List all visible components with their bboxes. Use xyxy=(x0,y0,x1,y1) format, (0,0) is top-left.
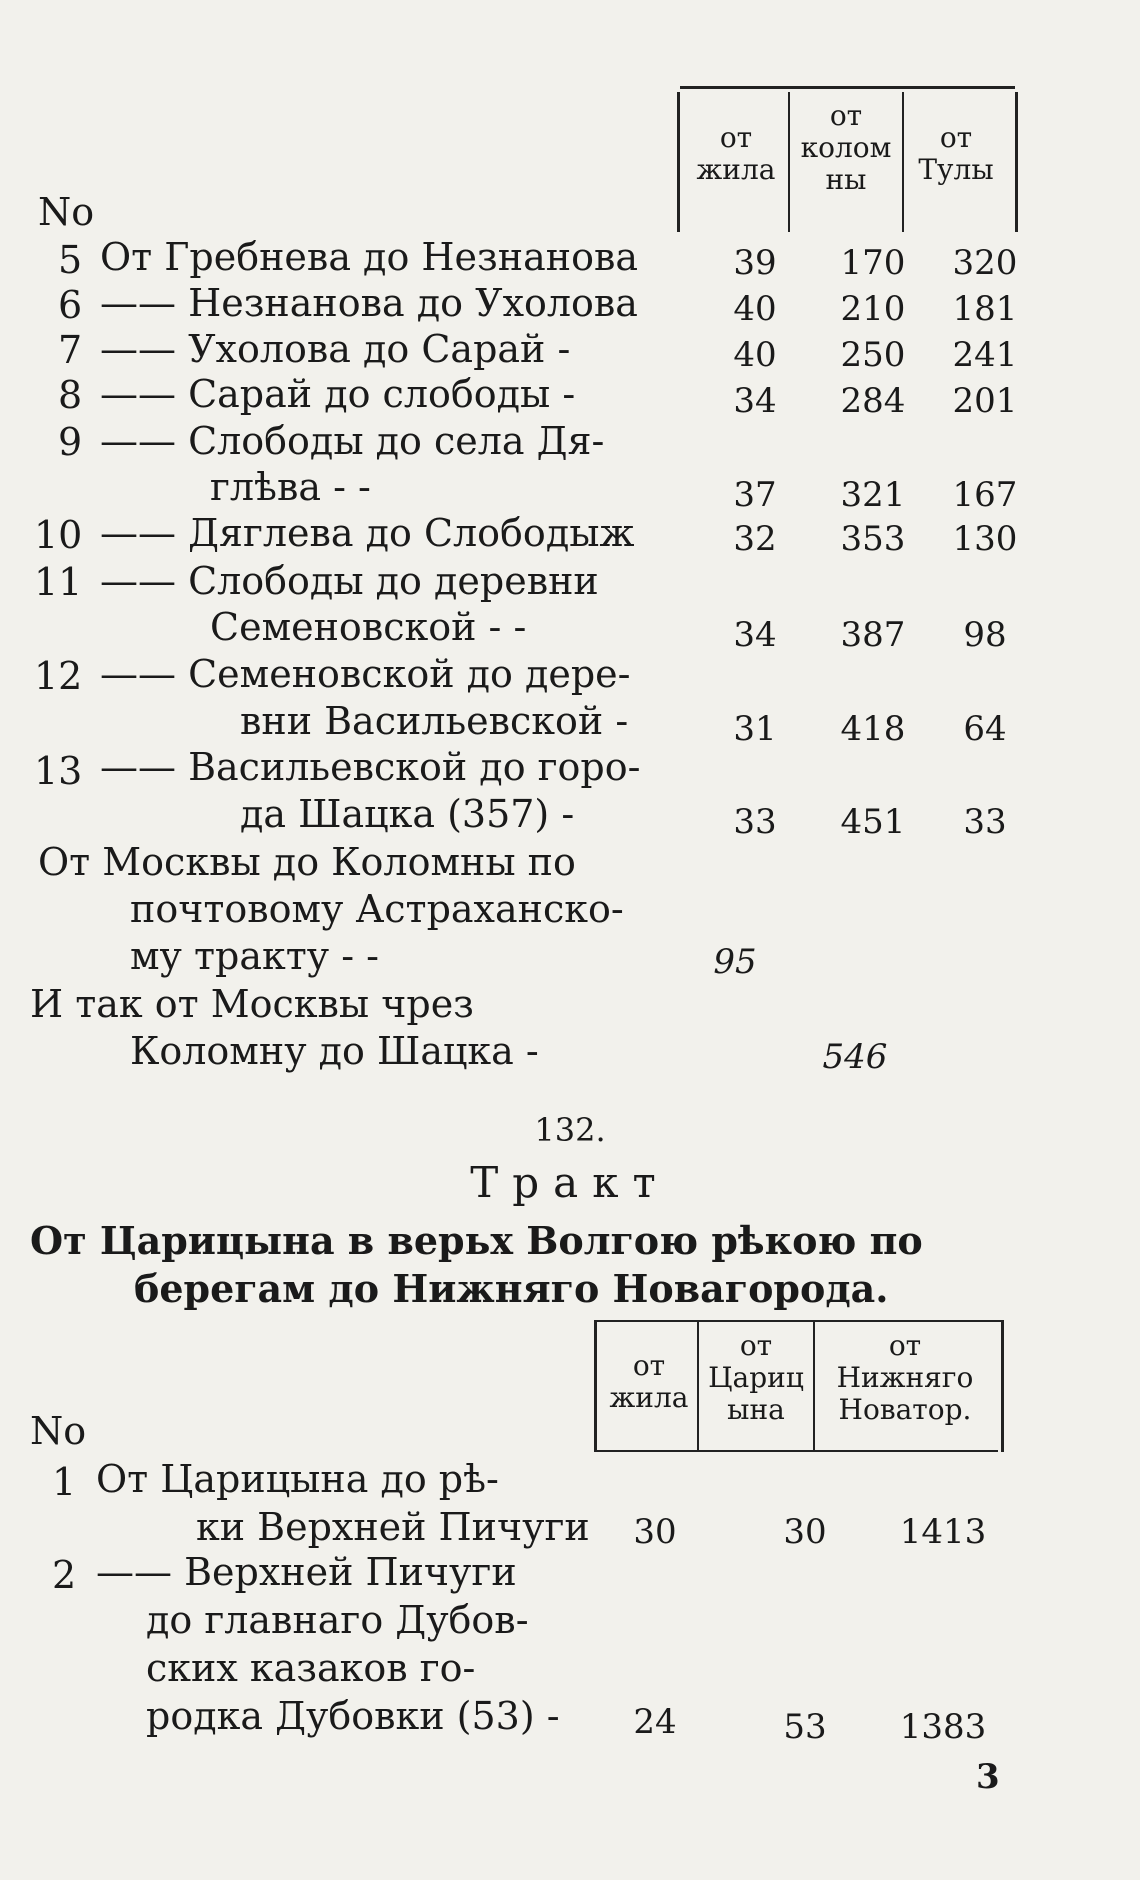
table2-header-divider xyxy=(813,1322,815,1452)
total-line: Коломну до Шацка - xyxy=(130,1029,539,1073)
row-route: —— Слободы до села Дя- xyxy=(100,419,605,463)
row-value-tula: 64 xyxy=(963,709,1007,749)
row-number: 11 xyxy=(34,560,83,604)
row-route-continued: ки Верхней Пичуги xyxy=(196,1505,590,1549)
table2-no-label: No xyxy=(30,1409,87,1453)
section-subtitle: берегам до Нижняго Новагорода. xyxy=(134,1266,889,1311)
row-route-continued: ских казаков го- xyxy=(146,1646,476,1690)
row-number: 10 xyxy=(34,513,83,557)
row-route: —— Дяглева до Слободыж xyxy=(100,511,635,555)
row-number: 8 xyxy=(58,373,83,417)
table1-header xyxy=(677,92,1018,232)
row-number: 1 xyxy=(52,1460,77,1504)
row-value-zhila: 39 xyxy=(733,243,777,283)
table2-header-divider xyxy=(697,1322,699,1452)
table2-col1-header: от жила xyxy=(609,1349,689,1415)
moscow-kolomna-line: му тракту - - xyxy=(130,934,379,978)
row-value-tsaritsyn: 53 xyxy=(783,1707,827,1747)
row-value-tula: 201 xyxy=(952,381,1018,421)
row-route: —— Васильевской до горо- xyxy=(100,745,641,789)
row-value-tula: 181 xyxy=(952,289,1018,329)
row-value-kolomna: 321 xyxy=(840,475,906,515)
row-route-continued: глѣва - - xyxy=(210,465,371,509)
row-number: 6 xyxy=(58,283,83,327)
row-route: От Гребнева до Незнанова xyxy=(100,235,638,279)
section-number: 132. xyxy=(534,1111,606,1149)
row-route-continued: вни Васильевской - xyxy=(240,699,629,743)
row-route: —— Слободы до деревни xyxy=(100,559,599,603)
row-value-kolomna: 284 xyxy=(840,381,906,421)
row-value-zhila: 30 xyxy=(633,1512,677,1552)
row-value-nizhny: 1383 xyxy=(899,1707,987,1747)
row-route: —— Ухолова до Сарай - xyxy=(100,327,571,371)
table1-col3-header: от Тулы xyxy=(918,121,994,187)
row-route-continued: родка Дубовки (53) - xyxy=(146,1694,560,1738)
row-value-zhila: 37 xyxy=(733,475,777,515)
table2-col3-header: от Нижняго Новатор. xyxy=(836,1329,974,1427)
row-number: 5 xyxy=(58,238,83,282)
row-value-zhila: 24 xyxy=(633,1702,677,1742)
row-route-continued: да Шацка (357) - xyxy=(240,792,575,836)
row-route: —— Семеновской до дере- xyxy=(100,652,631,696)
row-value-kolomna: 250 xyxy=(840,335,906,375)
row-number: 2 xyxy=(52,1553,77,1597)
row-value-zhila: 31 xyxy=(733,709,777,749)
moscow-kolomna-value: 95 xyxy=(713,942,757,982)
row-number: 12 xyxy=(34,654,83,698)
row-value-kolomna: 451 xyxy=(840,802,906,842)
row-value-kolomna: 210 xyxy=(840,289,906,329)
total-value: 546 xyxy=(822,1037,888,1077)
row-value-tula: 241 xyxy=(952,335,1018,375)
row-value-zhila: 34 xyxy=(733,615,777,655)
row-value-tula: 98 xyxy=(963,615,1007,655)
moscow-kolomna-line: От Москвы до Коломны по xyxy=(38,840,576,884)
row-number: 7 xyxy=(58,328,83,372)
row-value-zhila: 40 xyxy=(733,289,777,329)
row-value-kolomna: 170 xyxy=(840,243,906,283)
row-value-zhila: 40 xyxy=(733,335,777,375)
row-route: —— Незнанова до Ухолова xyxy=(100,281,638,325)
row-value-tula: 33 xyxy=(963,802,1007,842)
total-line: И так от Москвы чрез xyxy=(30,982,474,1026)
row-value-nizhny: 1413 xyxy=(899,1512,987,1552)
row-value-zhila: 34 xyxy=(733,381,777,421)
row-value-tsaritsyn: 30 xyxy=(783,1512,827,1552)
row-route: —— Сарай до слободы - xyxy=(100,372,576,416)
table2-header xyxy=(594,1320,1004,1452)
table1-no-label: No xyxy=(38,190,95,234)
header-bottom-rule xyxy=(594,1450,998,1452)
row-value-tula: 130 xyxy=(952,519,1018,559)
row-value-zhila: 33 xyxy=(733,802,777,842)
row-route: —— Верхней Пичуги xyxy=(96,1550,517,1594)
table2-col2-header: от Царицына xyxy=(708,1329,804,1427)
row-value-tula: 167 xyxy=(952,475,1018,515)
row-value-zhila: 32 xyxy=(733,519,777,559)
table1-col2-header: от коломны xyxy=(800,99,892,197)
row-value-kolomna: 353 xyxy=(840,519,906,559)
page-signature-mark: 3 xyxy=(976,1757,1000,1797)
row-route-continued: до главнаго Дубов- xyxy=(146,1598,529,1642)
row-value-kolomna: 418 xyxy=(840,709,906,749)
table1-header-divider xyxy=(902,92,904,232)
section-title: Тракт xyxy=(470,1158,670,1207)
row-route: От Царицына до рѣ- xyxy=(96,1457,499,1501)
table1-col1-header: от жила xyxy=(696,121,776,187)
row-value-kolomna: 387 xyxy=(840,615,906,655)
table1-header-divider xyxy=(788,92,790,232)
moscow-kolomna-line: почтовому Астраханско- xyxy=(130,887,624,931)
section-subtitle: От Царицына в верьх Волгою рѣкою по xyxy=(30,1218,923,1263)
row-value-tula: 320 xyxy=(952,243,1018,283)
header-top-rule xyxy=(680,86,1015,89)
row-number: 13 xyxy=(34,749,83,793)
row-number: 9 xyxy=(58,420,83,464)
row-route-continued: Семеновской - - xyxy=(210,605,527,649)
